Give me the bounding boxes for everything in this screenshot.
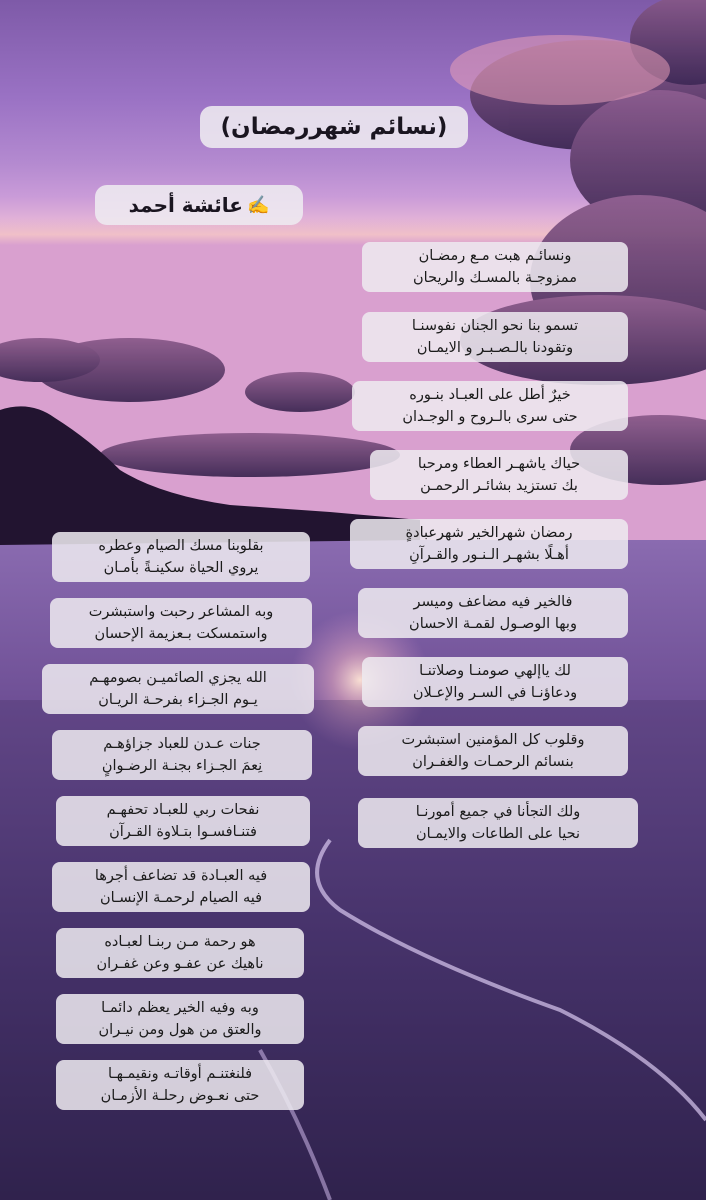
- verse-line: حياك ياشهـر العطاء ومرحبا: [417, 456, 581, 472]
- poem-title: (نسائم شهررمضان): [200, 106, 468, 148]
- verse-right-1: [362, 242, 628, 292]
- verse-left-9: [56, 1060, 304, 1110]
- verse-line: هو رحمة مـن ربنـا لعبـاده: [104, 934, 256, 950]
- verse-left-7: [56, 928, 304, 978]
- verse-line: الله يجزي الصائميـن بصومهـم: [89, 670, 267, 686]
- verse-right-6: [358, 588, 628, 638]
- verse-line: ولك التجأنا في جميع أمورنـا: [415, 804, 581, 820]
- verse-line: رمضان شهرالخير شهرعبادةٍ: [405, 525, 573, 541]
- verse-line: وبها الوصـول لقمـة الاحسان: [409, 616, 577, 632]
- verse-right-9: [358, 798, 638, 848]
- verse-line: ودعاؤنـا في السـر والإعـلان: [412, 685, 578, 701]
- verse-line: أهـلًا بشهـر الـنـور والقـرآنِ: [409, 547, 569, 563]
- verse-line: يـوم الجـزاء بفرحـة الريـان: [98, 692, 258, 708]
- verse-line: يروي الحياة سكينـةً بأمـان: [103, 560, 259, 576]
- verse-line: بنسائم الرحمـات والغفـران: [412, 754, 574, 770]
- verse-right-3: [352, 381, 628, 431]
- verse-left-8: [56, 994, 304, 1044]
- verse-line: فيه العبـادة قد تضاعف أجرها: [94, 868, 268, 884]
- verse-left-4: [52, 730, 312, 780]
- verse-line: وتقودنا بالـصـبـر و الايمـان: [416, 340, 574, 356]
- verse-left-2: [50, 598, 312, 648]
- verse-line: واستمسكت بـعزيمة الإحسان: [94, 626, 268, 642]
- verse-line: حتى نعـوض رحلـة الأزمـان: [100, 1088, 260, 1104]
- writing-hand-icon: ✍️: [246, 194, 270, 216]
- verse-left-1: [52, 532, 310, 582]
- verse-line: حتى سرى بالـروح و الوجـدان: [402, 409, 578, 425]
- verse-line: وقلوب كل المؤمنين استبشرت: [401, 732, 585, 748]
- verse-line: ناهيك عن عفـو وعن غفـران: [96, 956, 264, 972]
- verse-line: جنات عـدن للعباد جزاؤهـم: [103, 736, 261, 752]
- verse-left-6: [52, 862, 310, 912]
- verse-line: تسمو بنا نحو الجنان نفوسنـا: [411, 318, 579, 334]
- verse-right-7: [362, 657, 628, 707]
- verse-line: نِعمَ الجـزاء بجنـة الرضـوانٍ: [101, 758, 263, 774]
- verse-left-3: [42, 664, 314, 714]
- verse-line: فلنغتنـم أوقاتـه ونقيمـهـا: [107, 1066, 253, 1082]
- verse-right-8: [358, 726, 628, 776]
- verse-left-5: [56, 796, 310, 846]
- verse-line: لك ياإلهي صومنـا وصلاتنـا: [419, 663, 571, 679]
- author-badge: [95, 185, 303, 225]
- verse-line: وبه وفيه الخير يعظم دائمـا: [101, 1000, 259, 1016]
- verse-line: خيرٌ أطل على العبـاد بنـوره: [409, 387, 571, 403]
- verse-line: وبه المشاعر رحبت واستبشرت: [88, 604, 274, 620]
- verse-line: ونسائـم هبت مـع رمضـان: [418, 248, 572, 264]
- verse-line: نفحات ربي للعبـاد تحفهـم: [106, 802, 260, 818]
- verse-line: بقلوبنا مسك الصيام وعطره: [98, 538, 264, 554]
- verse-line: ممزوجـة بالمسـك والريحان: [413, 270, 577, 286]
- verse-line: نحيا على الطاعات والايمـان: [415, 826, 581, 842]
- verse-line: فالخير فيه مضاعف وميسر: [413, 594, 573, 610]
- verse-right-5: [350, 519, 628, 569]
- verse-right-2: [362, 312, 628, 362]
- verse-line: فتنـافسـوا بتـلاوة القـرآن: [109, 824, 257, 840]
- verse-line: بك تستزيد بشائـر الرحمـن: [420, 478, 578, 494]
- verse-line: فيه الصيام لرحمـة الإنسـان: [99, 890, 263, 906]
- verse-line: والعتق من هول ومن نيـران: [98, 1022, 262, 1038]
- author-name: عائشة أحمد: [128, 193, 243, 217]
- verse-right-4: [370, 450, 628, 500]
